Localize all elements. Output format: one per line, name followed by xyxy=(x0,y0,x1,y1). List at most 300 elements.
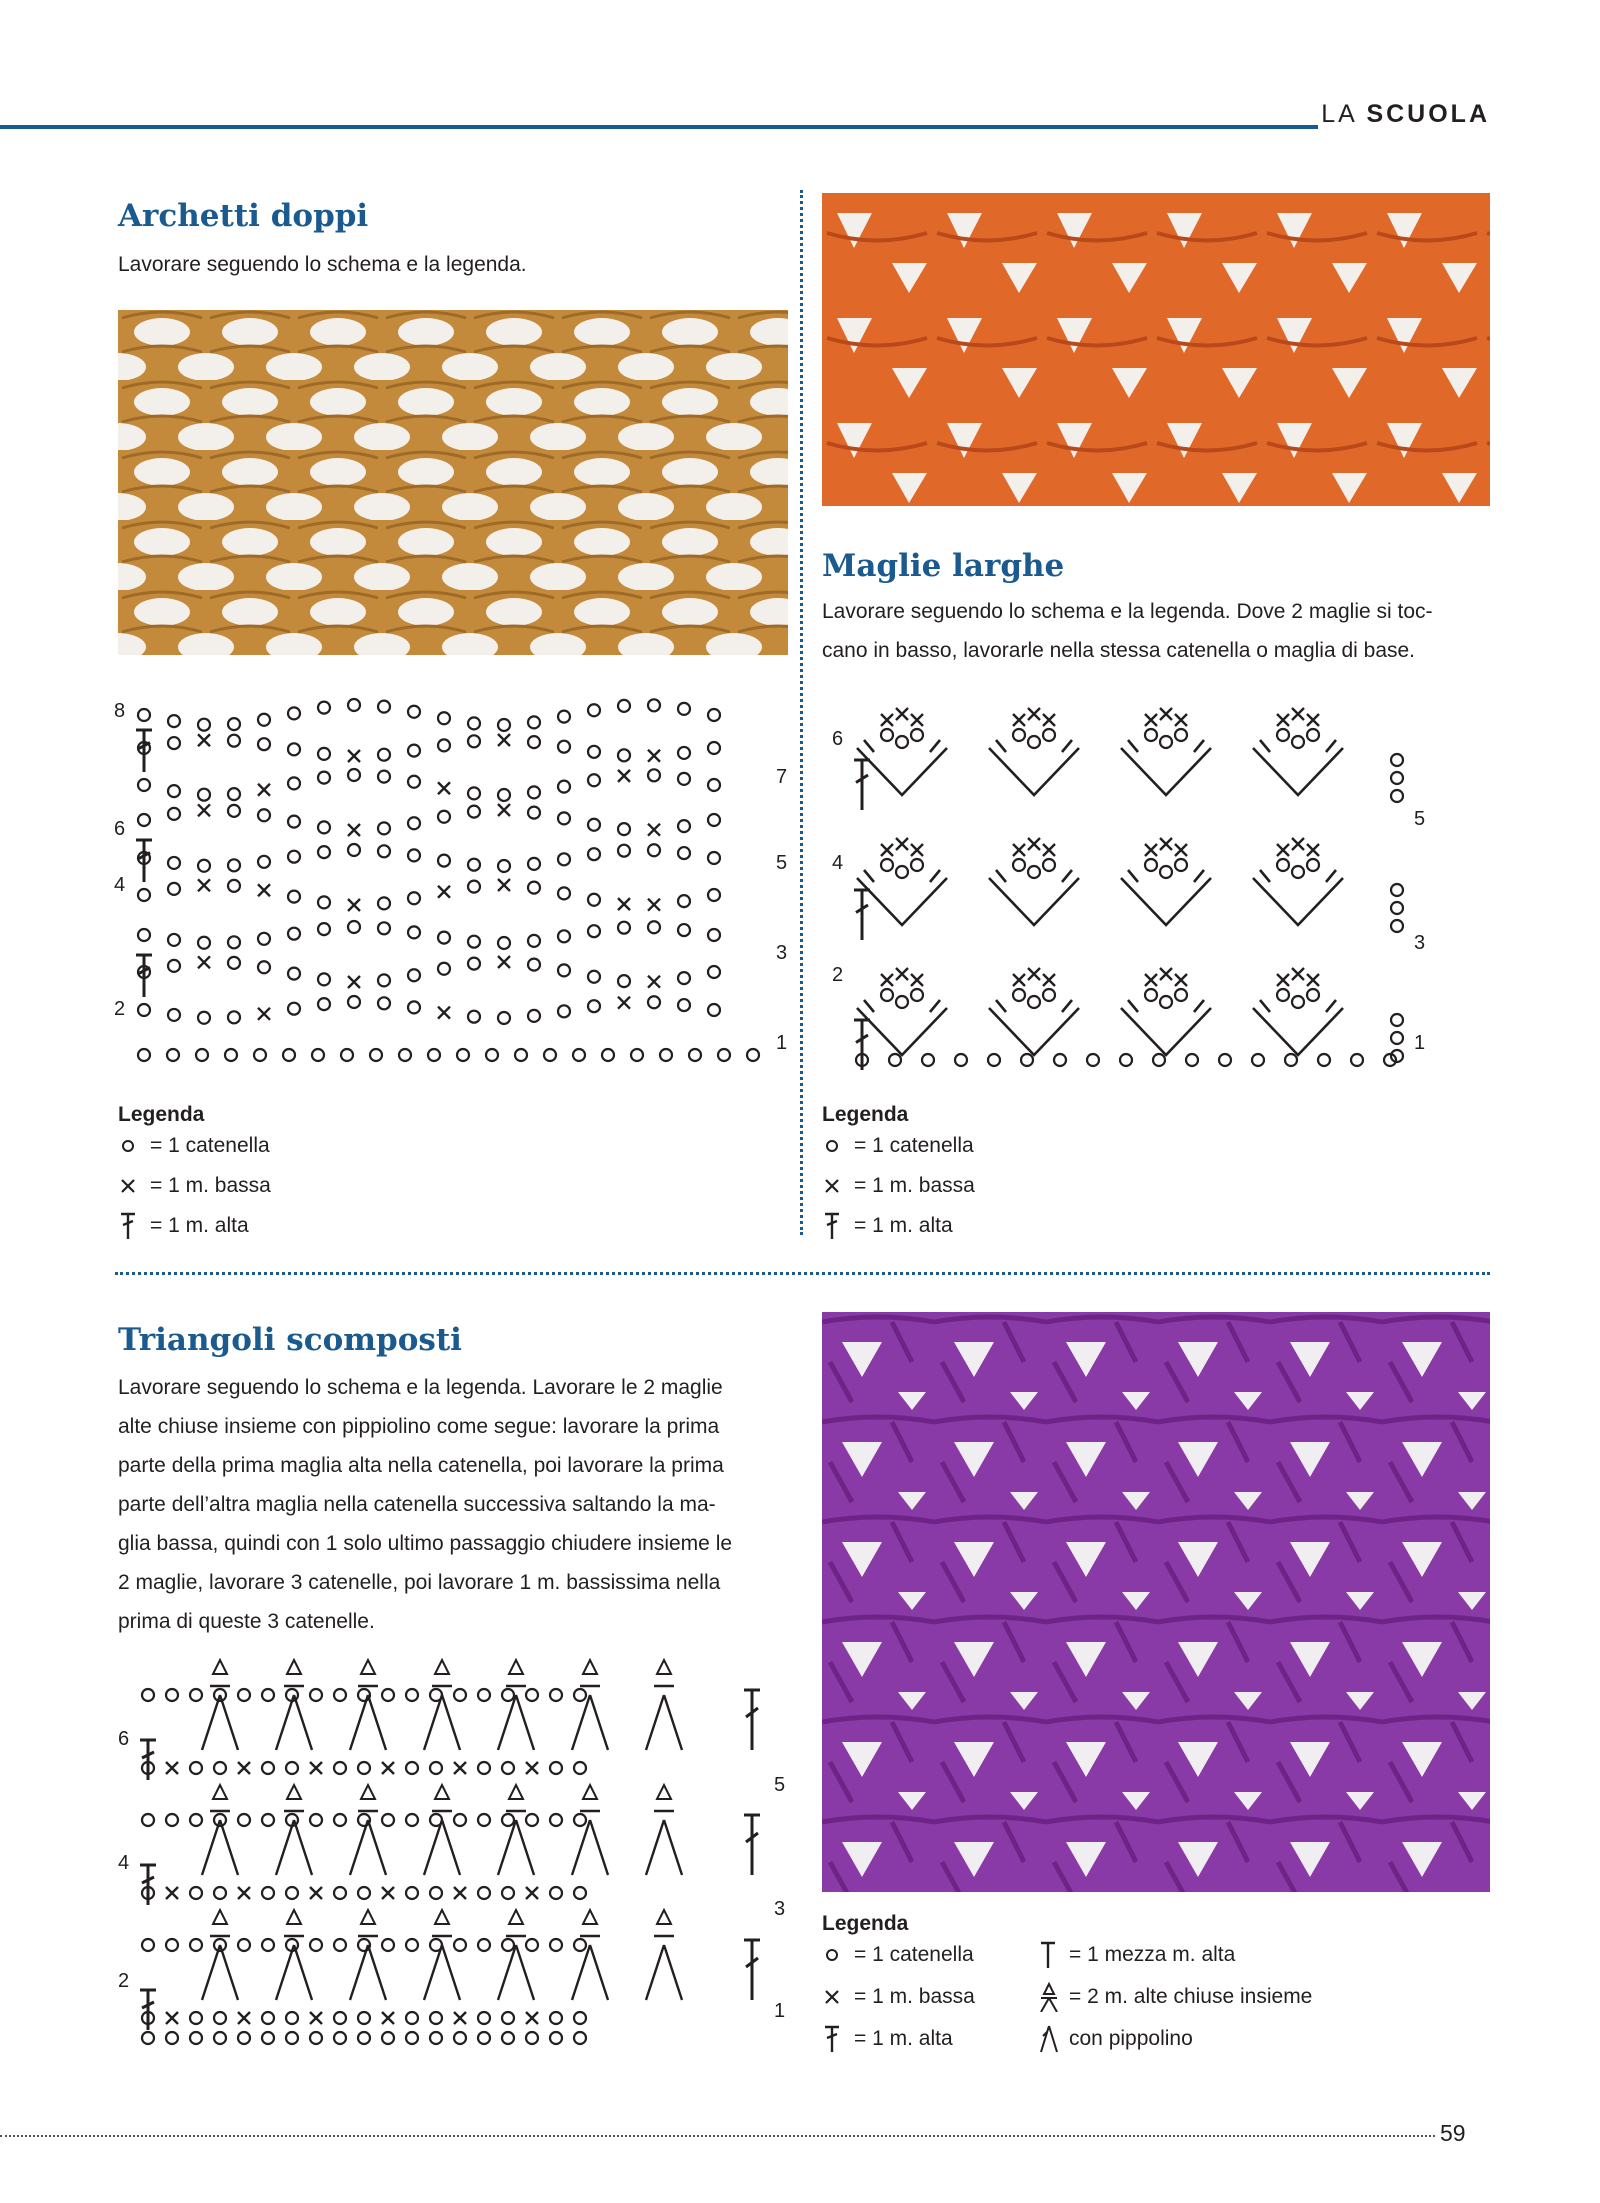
chain-stitch xyxy=(528,882,540,894)
chain-stitch xyxy=(558,812,570,824)
chain-stitch xyxy=(1391,1032,1403,1044)
cluster-stitch xyxy=(202,1686,238,1750)
single-crochet-stitch xyxy=(382,1762,394,1774)
chain-stitch xyxy=(718,1049,730,1061)
chain-stitch xyxy=(288,928,300,940)
chain-stitch xyxy=(498,719,510,731)
chain-stitch xyxy=(528,935,540,947)
chain-stitch xyxy=(430,2032,442,2044)
chain-stitch xyxy=(498,789,510,801)
chain-stitch xyxy=(588,848,600,860)
chain-stitch xyxy=(310,1939,322,1951)
chain-stitch xyxy=(378,771,390,783)
chain-stitch xyxy=(1145,859,1157,871)
chain-stitch xyxy=(214,1887,226,1899)
picot-triangle xyxy=(361,1660,375,1674)
chain-stitch xyxy=(288,1003,300,1015)
chain-stitch xyxy=(190,1689,202,1701)
archetti-row-8: 8 xyxy=(114,700,126,722)
chain-stitch xyxy=(238,1939,250,1951)
chain-stitch xyxy=(408,1001,420,1013)
chain-stitch xyxy=(166,1689,178,1701)
chain-stitch xyxy=(574,1939,586,1951)
chain-stitch xyxy=(689,1049,701,1061)
chain-stitch xyxy=(1028,996,1040,1008)
triangoli-swatch-photo xyxy=(822,1312,1490,1892)
chain-stitch xyxy=(468,1011,480,1023)
chain-stitch xyxy=(238,2032,250,2044)
single-crochet-stitch xyxy=(618,898,630,910)
cluster-stitch xyxy=(572,1686,608,1750)
triangoli-row-1: 1 xyxy=(774,2000,786,2022)
picot-triangle xyxy=(435,1785,449,1799)
chain-stitch xyxy=(334,1689,346,1701)
chain-stitch xyxy=(286,2012,298,2024)
chain-stitch xyxy=(747,1049,759,1061)
chain-stitch xyxy=(142,1814,154,1826)
chain-stitch xyxy=(678,999,690,1011)
chain-stitch xyxy=(334,2032,346,2044)
chain-stitch xyxy=(142,1939,154,1951)
chain-stitch xyxy=(318,748,330,760)
chain-stitch xyxy=(168,737,180,749)
single-crochet-stitch xyxy=(348,976,360,988)
cluster-stitch xyxy=(646,1686,682,1750)
single-crochet-stitch xyxy=(1175,844,1187,856)
legend-item xyxy=(822,1211,975,1241)
single-crochet-stitch xyxy=(1307,714,1319,726)
chain-stitch xyxy=(310,1689,322,1701)
cluster-base-icon xyxy=(1037,2024,1061,2054)
double-crochet-v xyxy=(1253,748,1343,795)
single-crochet-stitch xyxy=(454,1887,466,1899)
archetti-row-1: 1 xyxy=(776,1032,788,1054)
single-crochet-stitch xyxy=(438,782,450,794)
picot-triangle xyxy=(213,1910,227,1924)
maglie-row-2: 2 xyxy=(832,964,844,986)
chain-stitch xyxy=(408,706,420,718)
chain-stitch xyxy=(660,1049,672,1061)
double-crochet-v xyxy=(1121,1008,1211,1055)
chain-stitch xyxy=(262,2012,274,2024)
chain-stitch xyxy=(142,1689,154,1701)
chain-stitch xyxy=(1277,729,1289,741)
chain-stitch xyxy=(550,2032,562,2044)
chain-stitch xyxy=(1391,902,1403,914)
chain-stitch xyxy=(1087,1054,1099,1066)
single-crochet-stitch xyxy=(438,1007,450,1019)
cluster-picot-icon xyxy=(1037,1982,1061,2012)
chain-stitch xyxy=(528,736,540,748)
chain-stitch xyxy=(1186,1054,1198,1066)
chain-stitch xyxy=(454,1689,466,1701)
chain-stitch xyxy=(588,819,600,831)
chain-stitch xyxy=(678,747,690,759)
single-crochet-stitch xyxy=(1292,968,1304,980)
chain-stitch xyxy=(1145,729,1157,741)
single-crochet-stitch xyxy=(498,804,510,816)
chain-stitch xyxy=(708,966,720,978)
chain-stitch xyxy=(399,1049,411,1061)
chain-stitch xyxy=(168,715,180,727)
chain-stitch xyxy=(318,702,330,714)
chain-stitch xyxy=(288,968,300,980)
single-crochet-stitch xyxy=(911,974,923,986)
chain-stitch xyxy=(1391,790,1403,802)
double-crochet-stitch xyxy=(854,890,870,940)
chain-stitch xyxy=(1307,859,1319,871)
chain-stitch xyxy=(166,1814,178,1826)
chain-stitch xyxy=(478,1814,490,1826)
double-crochet-bar xyxy=(1128,740,1204,752)
page-number: 59 xyxy=(1440,2120,1466,2146)
chain-stitch xyxy=(378,845,390,857)
single-crochet-stitch xyxy=(198,804,210,816)
single-crochet-stitch xyxy=(648,750,660,762)
cluster-stitch xyxy=(350,1686,386,1750)
chain-stitch xyxy=(678,820,690,832)
single-crochet-stitch xyxy=(166,2012,178,2024)
picot-triangle xyxy=(361,1785,375,1799)
single-crochet-stitch xyxy=(238,2012,250,2024)
legend-item xyxy=(822,1171,975,1201)
double-crochet-icon xyxy=(822,1211,846,1241)
chain-stitch xyxy=(318,973,330,985)
chain-stitch xyxy=(574,1689,586,1701)
triangoli-chart xyxy=(112,1640,792,2060)
legend-item xyxy=(1037,1982,1312,2012)
chain-stitch xyxy=(318,923,330,935)
chain-stitch xyxy=(454,1814,466,1826)
chain-stitch xyxy=(1175,729,1187,741)
chain-stitch xyxy=(228,788,240,800)
chain-stitch xyxy=(457,1049,469,1061)
chain-stitch xyxy=(502,1762,514,1774)
archetti-row-5: 5 xyxy=(776,852,788,874)
chain-stitch xyxy=(318,998,330,1010)
triangoli-intro-line: prima di queste 3 catenelle. xyxy=(118,1610,375,1633)
chain-stitch xyxy=(438,739,450,751)
single-crochet-stitch xyxy=(911,844,923,856)
single-crochet-stitch xyxy=(198,956,210,968)
archetti-row-3: 3 xyxy=(776,942,788,964)
picot-triangle xyxy=(583,1910,597,1924)
chain-stitch xyxy=(588,774,600,786)
chain-stitch xyxy=(528,786,540,798)
chain-stitch xyxy=(454,1939,466,1951)
single-crochet-stitch xyxy=(1028,838,1040,850)
single-crochet-stitch xyxy=(526,1887,538,1899)
maglie-swatch-photo xyxy=(822,193,1490,506)
single-crochet-stitch xyxy=(1175,714,1187,726)
legend-text: con pippolino xyxy=(1069,2027,1193,2050)
chain-stitch xyxy=(228,718,240,730)
triangoli-swatch-image xyxy=(822,1312,1490,1892)
maglie-legend xyxy=(822,1103,975,1241)
chain-stitch xyxy=(406,1887,418,1899)
chain-stitch xyxy=(911,989,923,1001)
chain-stitch xyxy=(889,1054,901,1066)
legend-text: = 1 m. alta xyxy=(854,2027,953,2050)
single-crochet-stitch xyxy=(1277,974,1289,986)
single-crochet-stitch xyxy=(896,708,908,720)
chain-stitch xyxy=(618,823,630,835)
legend-text: = 1 m. alta xyxy=(854,1214,953,1237)
chain-stitch xyxy=(486,1049,498,1061)
triangoli-row-4: 4 xyxy=(118,1852,130,1874)
single-crochet-stitch xyxy=(238,1762,250,1774)
chain-stitch xyxy=(198,937,210,949)
double-crochet-bar xyxy=(1128,870,1204,882)
single-crochet-stitch xyxy=(1307,974,1319,986)
chain-stitch xyxy=(378,701,390,713)
chain-stitch xyxy=(708,779,720,791)
single-crochet-stitch xyxy=(1145,974,1157,986)
chain-stitch xyxy=(558,781,570,793)
chain-stitch xyxy=(955,1054,967,1066)
chain-stitch xyxy=(406,2032,418,2044)
chain-stitch xyxy=(1175,989,1187,1001)
chain-stitch xyxy=(922,1054,934,1066)
single-crochet-stitch xyxy=(238,1887,250,1899)
triangoli-row-3: 3 xyxy=(774,1898,786,1920)
chain-stitch xyxy=(573,1049,585,1061)
chain-stitch xyxy=(358,1762,370,1774)
chain-stitch xyxy=(198,860,210,872)
triangoli-intro-line: parte dell’altra maglia nella catenella successiva saltando la ma- xyxy=(118,1493,716,1516)
double-crochet-v xyxy=(857,1008,947,1055)
maglie-chart xyxy=(822,690,1422,1090)
chain-stitch xyxy=(468,787,480,799)
chain-stitch xyxy=(678,895,690,907)
chain-stitch xyxy=(258,714,270,726)
chain-stitch xyxy=(228,957,240,969)
chain-stitch xyxy=(348,921,360,933)
double-crochet-v xyxy=(1253,878,1343,925)
chain-stitch xyxy=(1120,1054,1132,1066)
chain-stitch xyxy=(430,1762,442,1774)
chain-stitch xyxy=(574,1814,586,1826)
chain-stitch xyxy=(378,922,390,934)
maglie-row-1: 1 xyxy=(1414,1032,1426,1054)
chain-stitch xyxy=(1391,920,1403,932)
chain-stitch xyxy=(196,1049,208,1061)
single-crochet-icon xyxy=(822,1982,846,2012)
chain-stitch xyxy=(478,1939,490,1951)
chain-stitch xyxy=(708,1004,720,1016)
chain-stitch xyxy=(190,1887,202,1899)
single-crochet-stitch xyxy=(1043,714,1055,726)
picot-triangle xyxy=(509,1785,523,1799)
single-crochet-stitch xyxy=(648,824,660,836)
single-crochet-stitch xyxy=(618,997,630,1009)
chain-stitch xyxy=(881,859,893,871)
chain-stitch xyxy=(648,921,660,933)
single-crochet-stitch xyxy=(1160,968,1172,980)
chain-stitch xyxy=(502,2012,514,2024)
picot-triangle xyxy=(509,1910,523,1924)
chain-stitch xyxy=(1043,729,1055,741)
chain-stitch xyxy=(550,2012,562,2024)
double-crochet-v xyxy=(1121,878,1211,925)
single-crochet-stitch xyxy=(911,714,923,726)
chain-stitch xyxy=(468,958,480,970)
chain-stitch xyxy=(228,1011,240,1023)
chain-stitch xyxy=(1160,736,1172,748)
single-crochet-stitch xyxy=(348,750,360,762)
double-crochet-v xyxy=(857,878,947,925)
single-crochet-stitch xyxy=(1145,714,1157,726)
chain-stitch xyxy=(558,1005,570,1017)
chain-stitch xyxy=(708,814,720,826)
double-crochet-bar xyxy=(1260,870,1336,882)
chain-stitch xyxy=(382,1939,394,1951)
cluster-stitch xyxy=(276,1686,312,1750)
chain-stitch xyxy=(408,817,420,829)
archetti-row-6: 6 xyxy=(114,818,126,840)
chain-stitch xyxy=(550,1814,562,1826)
chain-stitch xyxy=(438,811,450,823)
single-crochet-stitch xyxy=(1160,838,1172,850)
chain-stitch xyxy=(498,1012,510,1024)
chain-stitch xyxy=(438,932,450,944)
single-crochet-icon xyxy=(822,1171,846,1201)
chain-stitch xyxy=(574,2032,586,2044)
chain-stitch xyxy=(528,1010,540,1022)
chain-stitch xyxy=(1013,859,1025,871)
chain-stitch xyxy=(502,1887,514,1899)
chain-stitch xyxy=(190,2012,202,2024)
single-crochet-stitch xyxy=(1292,838,1304,850)
chain-stitch xyxy=(262,1887,274,1899)
chain-stitch xyxy=(382,2032,394,2044)
chain-stitch xyxy=(602,1049,614,1061)
double-crochet-stitch xyxy=(140,1990,156,2030)
chain-stitch xyxy=(378,749,390,761)
double-crochet-bar xyxy=(996,870,1072,882)
single-crochet-stitch xyxy=(310,1887,322,1899)
picot-triangle xyxy=(509,1660,523,1674)
chain-stitch xyxy=(406,1814,418,1826)
legend-text: = 1 catenella xyxy=(854,1134,974,1157)
double-crochet-bar xyxy=(1128,1000,1204,1012)
chain-stitch xyxy=(1054,1054,1066,1066)
chain-stitch xyxy=(228,805,240,817)
chain-stitch xyxy=(168,808,180,820)
single-crochet-stitch xyxy=(258,784,270,796)
chain-stitch xyxy=(318,846,330,858)
legend-item xyxy=(118,1171,271,1201)
chain-stitch xyxy=(166,1939,178,1951)
chain-stitch xyxy=(708,852,720,864)
single-crochet-stitch xyxy=(1292,708,1304,720)
double-crochet-v xyxy=(1121,748,1211,795)
chain-stitch xyxy=(574,2012,586,2024)
double-crochet-icon xyxy=(118,1211,142,1241)
chain-stitch xyxy=(138,709,150,721)
chain-stitch xyxy=(258,856,270,868)
chain-stitch xyxy=(708,709,720,721)
double-crochet-bar xyxy=(996,740,1072,752)
double-crochet-stitch xyxy=(744,1815,760,1875)
chain-stitch xyxy=(1318,1054,1330,1066)
double-crochet-v xyxy=(1253,1008,1343,1055)
single-crochet-stitch xyxy=(1013,844,1025,856)
chain-stitch xyxy=(478,1689,490,1701)
chain-stitch xyxy=(478,2012,490,2024)
legend-item xyxy=(822,1940,1037,1970)
chain-stitch xyxy=(358,2032,370,2044)
cluster-stitch xyxy=(498,1686,534,1750)
legend-item xyxy=(118,1211,271,1241)
triangoli-intro-line: alte chiuse insieme con pippiolino come segue: lavorare la prima xyxy=(118,1415,720,1438)
chain-stitch xyxy=(468,859,480,871)
chain-stitch xyxy=(406,1689,418,1701)
single-crochet-stitch xyxy=(382,1887,394,1899)
chain-stitch xyxy=(138,929,150,941)
chain-stitch xyxy=(1153,1054,1165,1066)
single-crochet-stitch xyxy=(1028,968,1040,980)
chain-stitch xyxy=(258,809,270,821)
chain-stitch xyxy=(334,1939,346,1951)
chain-stitch xyxy=(258,738,270,750)
single-crochet-stitch xyxy=(648,899,660,911)
chain-stitch xyxy=(1028,736,1040,748)
chain-stitch xyxy=(262,1689,274,1701)
maglie-row-3: 3 xyxy=(1414,932,1426,954)
cluster-stitch xyxy=(350,1936,386,2000)
single-crochet-stitch xyxy=(1277,844,1289,856)
chain-stitch xyxy=(558,964,570,976)
single-crochet-stitch xyxy=(348,824,360,836)
triangoli-intro-line: glia bassa, quindi con 1 solo ultimo passaggio chiudere insieme le xyxy=(118,1532,733,1555)
chain-stitch xyxy=(358,1887,370,1899)
chain-stitch xyxy=(1160,996,1172,1008)
single-crochet-stitch xyxy=(348,899,360,911)
chain-stitch xyxy=(318,896,330,908)
maglie-row-6: 6 xyxy=(832,728,844,750)
chain-stitch xyxy=(526,2032,538,2044)
chain-stitch xyxy=(558,711,570,723)
archetti-chart-svg xyxy=(112,690,792,1080)
single-crochet-stitch xyxy=(1277,714,1289,726)
chain-stitch xyxy=(881,729,893,741)
chain-stitch xyxy=(468,735,480,747)
chain-stitch xyxy=(708,929,720,941)
footer-rule xyxy=(0,2135,1435,2137)
chain-stitch xyxy=(1391,884,1403,896)
double-crochet-bar xyxy=(864,1000,940,1012)
single-crochet-stitch xyxy=(1013,974,1025,986)
chain-stitch xyxy=(288,707,300,719)
chain-stitch xyxy=(1028,866,1040,878)
chain-stitch xyxy=(1277,859,1289,871)
chain-stitch xyxy=(334,1814,346,1826)
chain-stitch xyxy=(168,785,180,797)
single-crochet-stitch xyxy=(498,956,510,968)
double-crochet-v xyxy=(857,748,947,795)
double-crochet-stitch xyxy=(140,1740,156,1780)
section-divider xyxy=(115,1272,1490,1275)
maglie-swatch-image xyxy=(822,193,1490,506)
chain-stitch xyxy=(648,699,660,711)
header-prefix: LA xyxy=(1321,100,1357,128)
chain-stitch xyxy=(468,936,480,948)
chain-stitch xyxy=(1277,989,1289,1001)
single-crochet-stitch xyxy=(1175,974,1187,986)
archetti-legend xyxy=(118,1103,271,1241)
legend-item xyxy=(822,1131,975,1161)
